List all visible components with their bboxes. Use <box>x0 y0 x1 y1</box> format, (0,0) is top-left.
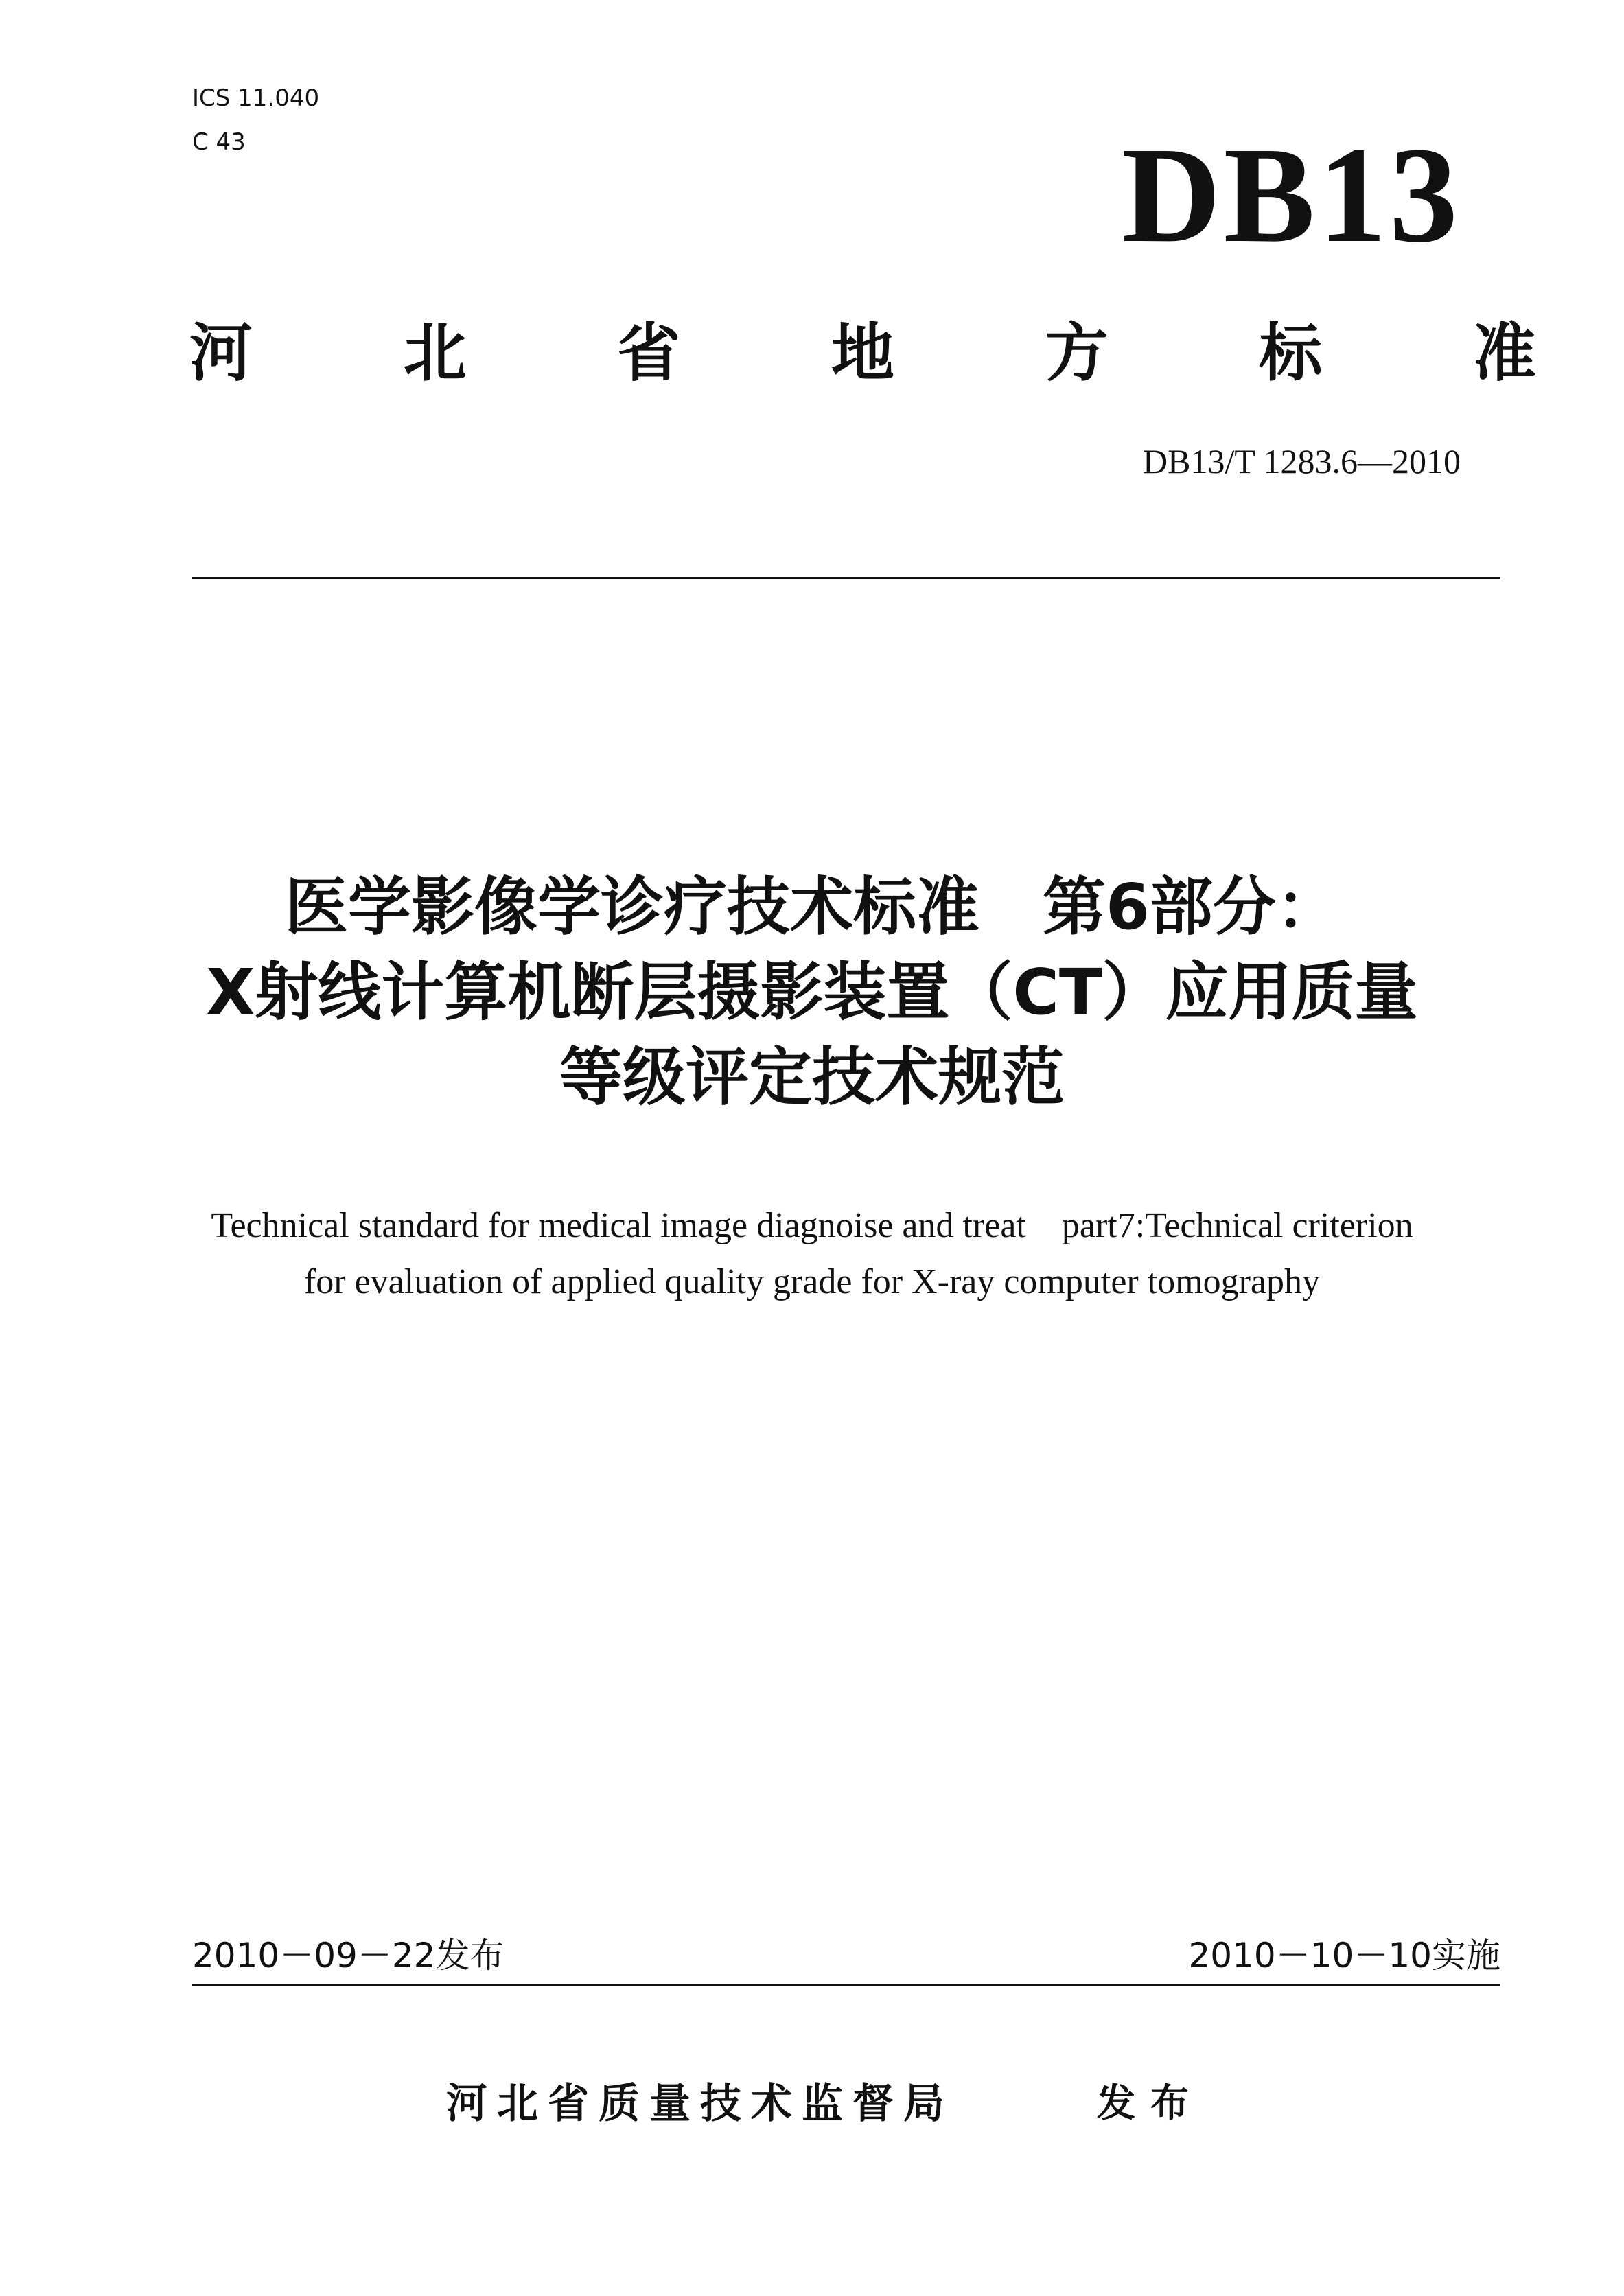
issue-date: 2010－09－22发布 <box>192 1936 504 1975</box>
chinese-title <box>103 865 1521 1120</box>
heading-char: 标 <box>1259 316 1323 390</box>
english-title-line: Technical standard for medical image diagnoise and treat part7:Technical criterion <box>211 1206 1413 1245</box>
bottom-divider <box>192 1984 1500 1986</box>
chinese-title-line: X射线计算机断层摄影装置（CT）应用质量 <box>206 955 1418 1029</box>
implementation-date: 2010－10－10实施 <box>1188 1936 1500 1975</box>
issue-label: 发布 <box>1097 2081 1204 2126</box>
ccs-code: C 43 <box>192 128 246 156</box>
standard-mark: DB13 <box>1122 119 1461 271</box>
heading-char: 准 <box>1472 316 1536 390</box>
heading-char: 地 <box>831 316 894 390</box>
heading-char: 省 <box>617 316 681 390</box>
heading-char: 方 <box>1045 316 1109 390</box>
province-standard-heading <box>189 316 1536 391</box>
chinese-title-line: 等级评定技术规范 <box>559 1041 1065 1114</box>
standard-number: DB13/T 1283.6—2010 <box>1143 442 1461 480</box>
top-divider <box>192 577 1500 579</box>
issuing-authority: 河北省质量技术监督局 <box>446 2080 954 2128</box>
english-title-line: for evaluation of applied quality grade for X-ray computer tomography <box>303 1262 1321 1301</box>
heading-char: 河 <box>189 316 253 390</box>
chinese-title-line: 医学影像学诊疗技术标准 第6部分： <box>284 870 1339 944</box>
heading-char: 北 <box>403 316 467 390</box>
english-title <box>103 1198 1521 1310</box>
ics-code: ICS 11.040 <box>192 84 320 112</box>
